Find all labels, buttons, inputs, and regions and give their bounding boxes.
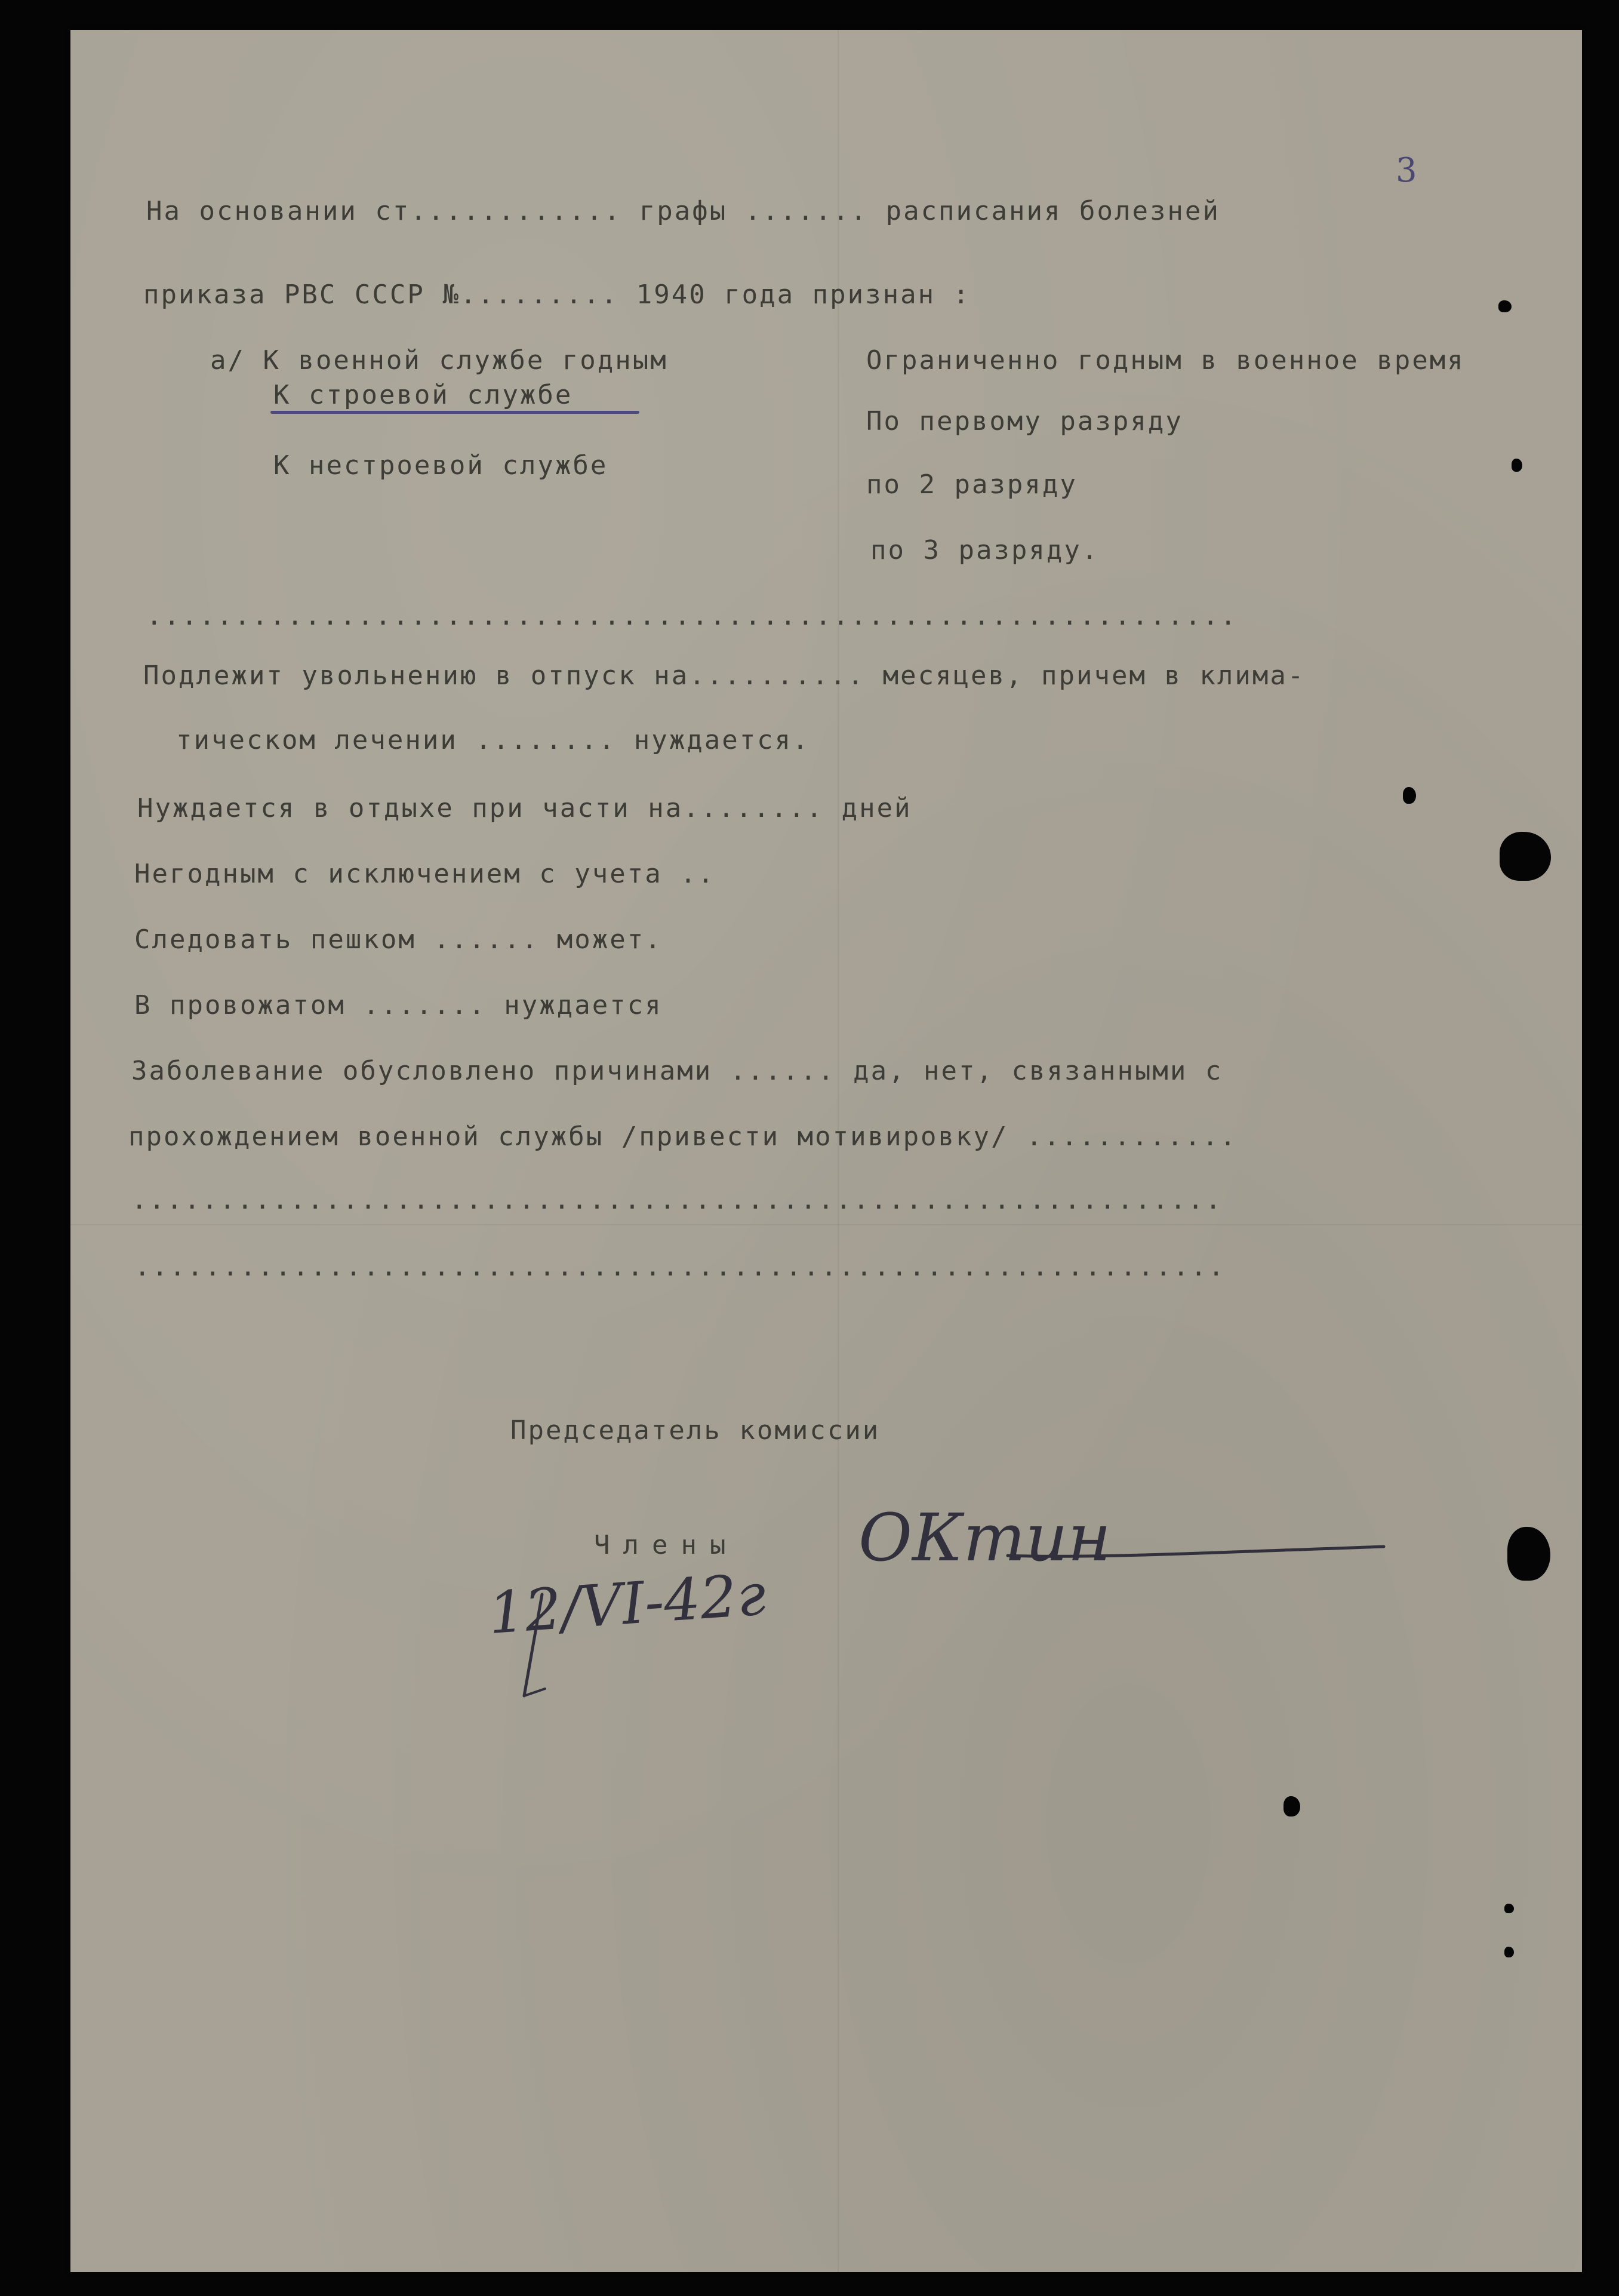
fitness-left-2: К строевой службе [273,380,573,410]
header-line-1: На основании ст............ графы ....... расписания болезней [146,196,1220,226]
dotted-line-1: .............................................................. [131,1185,1223,1215]
fitness-left-1: а/ К военной службе годным [210,345,668,376]
fitness-left-3: К нестроевой службе [273,450,608,481]
date-underline-mark [512,1588,560,1708]
member-signature: ОКтин [858,1499,1111,1576]
body-line-6: В провожатом ....... нуждается [134,990,663,1021]
signature-flourish [1002,1523,1390,1576]
strike-underline [270,411,639,414]
punch-mark-2 [1283,1796,1300,1816]
body-line-1: Подлежит увольнению в отпуск на.......... месяцев, причем в клима- [143,660,1306,691]
body-line-7: Заболевание обусловлено причинами ...... да, нет, связанными с [131,1056,1223,1086]
body-line-5: Следовать пешком ...... может. [134,924,663,955]
punch-mark-4 [1512,459,1522,472]
handwritten-date: 12/VI-42г [486,1560,768,1648]
punch-mark-6 [1504,1947,1514,1957]
body-line-2: тическом лечении ........ нуждается. [176,725,810,755]
body-line-3: Нуждается в отдыхе при части на........ дней [137,793,912,823]
chairman-label: Председатель комиссии [510,1415,881,1446]
punch-hole-2 [1507,1527,1550,1581]
fitness-right-4: по 3 разряду. [870,535,1100,565]
punch-hole-1 [1500,832,1551,881]
header-line-2: приказа РВС СССР №......... 1940 года признан : [143,279,971,310]
punch-mark-1 [1403,787,1416,804]
body-line-8: прохождением военной службы /привести мотивировку/ ............ [128,1121,1238,1152]
punch-mark-3 [1498,300,1512,312]
fitness-right-3: по 2 разряду [866,469,1078,500]
separator-line: .............................................................. [146,601,1238,631]
fitness-right-2: По первому разряду [866,406,1183,437]
members-label: Члены [594,1530,739,1560]
dotted-line-2: .............................................................. [134,1252,1226,1282]
page-number: 3 [1396,151,1419,190]
body-line-4: Негодным с исключением с учета .. [134,859,716,889]
punch-mark-5 [1504,1904,1514,1913]
fold-crease-horizontal [70,1224,1582,1225]
fitness-right-1: Ограниченно годным в военное время [866,345,1465,376]
document-sheet [70,30,1582,2272]
